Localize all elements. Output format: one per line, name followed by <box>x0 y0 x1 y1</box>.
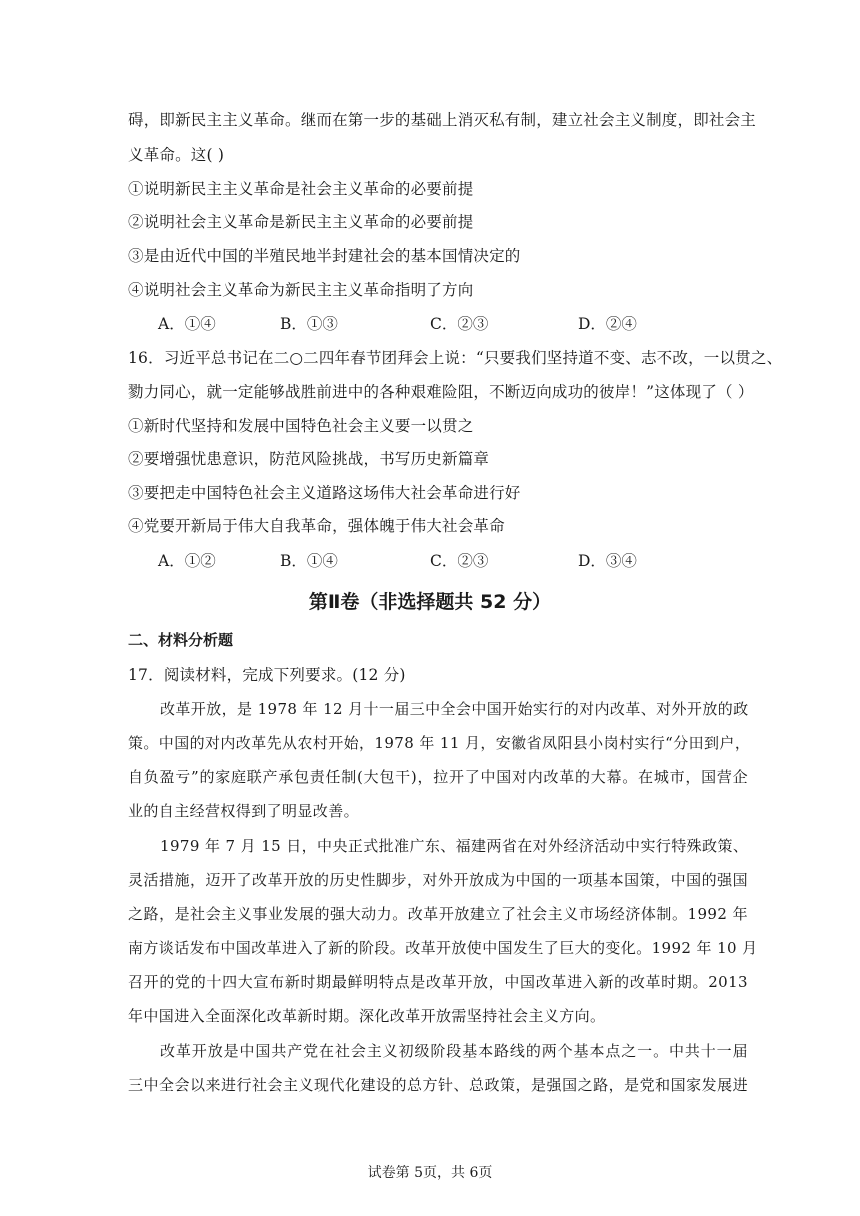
q16-option-b: B．①④ <box>280 552 338 570</box>
part-heading: 二、材料分析题 <box>128 631 234 649</box>
q17-material-line: 自负盈亏”的家庭联产承包责任制(大包干)，拉开了中国对内改革的大幕。在城市，国营企 <box>128 768 748 786</box>
q17-material-line: 召开的党的十四大宣布新时期最鲜明特点是改革开放，中国改革进入新的改革时期。2013 <box>128 973 748 991</box>
q15-option-b: B．①③ <box>280 315 338 333</box>
q16-stem-line-2: 勠力同心，就一定能够战胜前进中的各种艰难险阻，不断迈向成功的彼岸！”这体现了（ ） <box>128 383 754 401</box>
q15-option-c: C．②③ <box>430 315 489 333</box>
q15-statement-1: ①说明新民主主义革命是社会主义革命的必要前提 <box>128 180 474 198</box>
q17-material-line: 灵活措施，迈开了改革开放的历史性脚步，对外开放成为中国的一项基本国策，中国的强国 <box>128 871 748 889</box>
q16-option-a: A．①② <box>158 552 216 570</box>
q17-material-line: 策。中国的对内改革先从农村开始，1978 年 11 月，安徽省凤阳县小岗村实行“分田到户， <box>128 734 751 752</box>
q17-material-line: 改革开放，是 1978 年 12 月十一届三中全会中国开始实行的对内改革、对外开放的政 <box>160 700 749 718</box>
section-title: 第Ⅱ卷（非选择题共 52 分） <box>308 591 552 613</box>
q15-statement-2: ②说明社会主义革命是新民主主义革命的必要前提 <box>128 213 474 231</box>
q15-statement-4: ④说明社会主义革命为新民主主义革命指明了方向 <box>128 281 474 299</box>
q16-stem-line-1: 16．习近平总书记在二○二四年春节团拜会上说：“只要我们坚持道不变、志不改，一以贯之、 <box>128 349 783 367</box>
q17-stem: 17．阅读材料，完成下列要求。(12 分) <box>128 666 406 684</box>
q15-statement-3: ③是由近代中国的半殖民地半封建社会的基本国情决定的 <box>128 247 521 265</box>
q17-material-line: 1979 年 7 月 15 日，中央正式批准广东、福建两省在对外经济活动中实行特殊政策、 <box>160 837 749 855</box>
q16-statement-3: ③要把走中国特色社会主义道路这场伟大社会革命进行好 <box>128 484 521 502</box>
q16-statement-4: ④党要开新局于伟大自我革命，强体魄于伟大社会革命 <box>128 517 505 535</box>
q17-material-line: 年中国进入全面深化改革新时期。深化改革开放需坚持社会主义方向。 <box>128 1007 606 1025</box>
q17-material-line: 业的自主经营权得到了明显改善。 <box>128 802 360 820</box>
q16-statement-1: ①新时代坚持和发展中国特色社会主义要一以贯之 <box>128 417 474 435</box>
q15-text-line-1: 碍，即新民主主义革命。继而在第一步的基础上消灭私有制，建立社会主义制度，即社会主 <box>128 111 757 129</box>
q15-option-d: D．②④ <box>578 315 637 333</box>
page-footer: 试卷第 5页，共 6页 <box>367 1165 493 1181</box>
q17-material-line: 三中全会以来进行社会主义现代化建设的总方针、总政策，是强国之路，是党和国家发展进 <box>128 1076 748 1094</box>
q17-material-line: 南方谈话发布中国改革进入了新的阶段。改革开放使中国发生了巨大的变化。1992 年 10 月 <box>128 939 758 957</box>
q17-material-line: 改革开放是中国共产党在社会主义初级阶段基本路线的两个基本点之一。中共十一届 <box>160 1042 748 1060</box>
q16-statement-2: ②要增强忧患意识，防范风险挑战，书写历史新篇章 <box>128 450 490 468</box>
q15-option-a: A．①④ <box>158 315 216 333</box>
q17-material-line: 之路，是社会主义事业发展的强大动力。改革开放建立了社会主义市场经济体制。1992 年 <box>128 905 748 923</box>
q16-option-d: D．③④ <box>578 552 637 570</box>
q16-option-c: C．②③ <box>430 552 489 570</box>
q15-text-line-2: 义革命。这( ) <box>128 146 225 164</box>
